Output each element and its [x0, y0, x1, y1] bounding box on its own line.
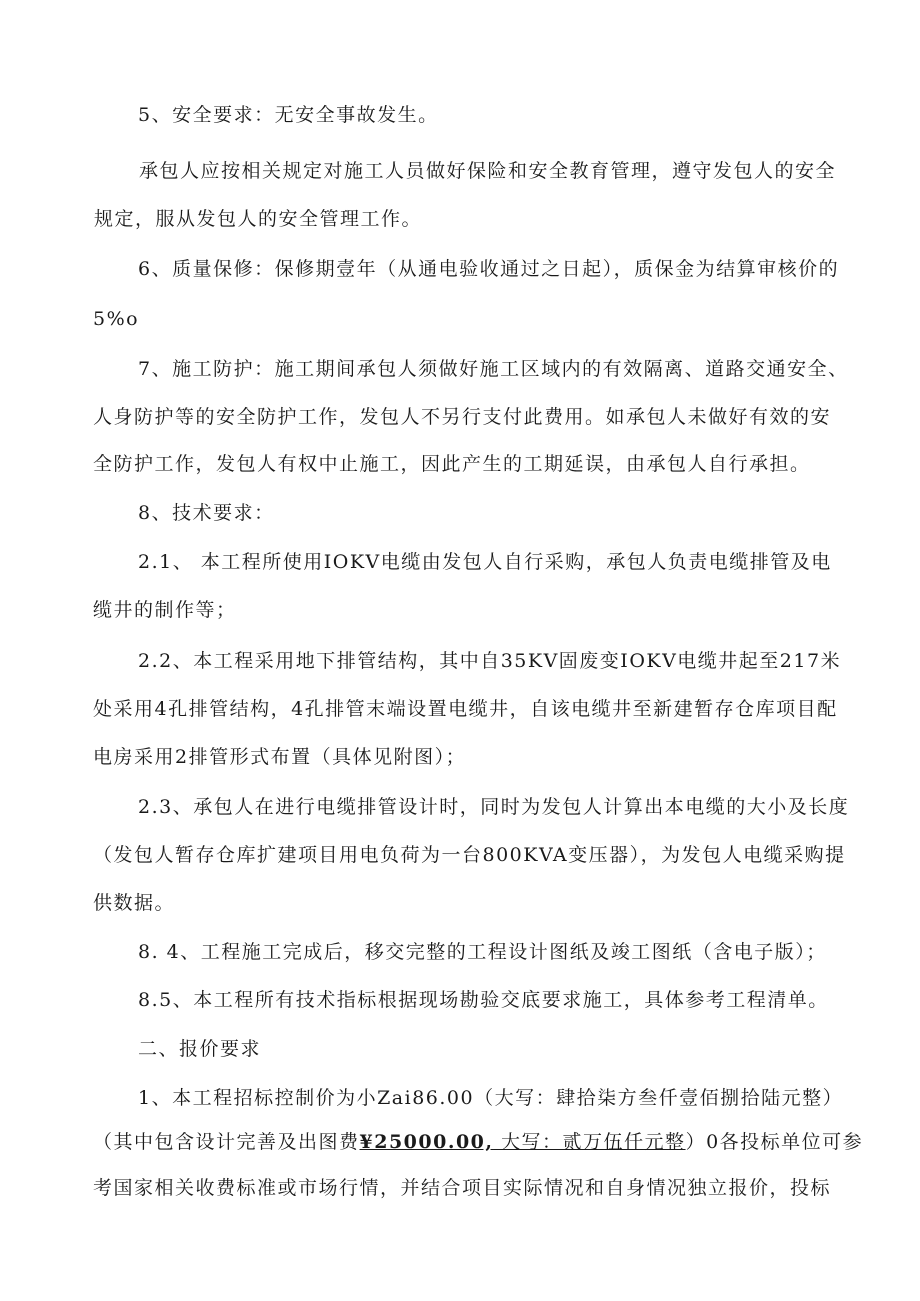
text-line: （发包人暂存仓库扩建项目用电负荷为一台800KVA变压器），为发包人电缆采购提 [93, 844, 846, 866]
text-line: 2.2、本工程采用地下排管结构，其中自35KV固废变IOKV电缆井起至217米 [138, 650, 842, 672]
text-line-with-amount [93, 1129, 863, 1155]
text-line: 承包人应按相关规定对施工人员做好保险和安全教育管理，遵守发包人的安全 [139, 160, 837, 182]
text-line: 5%o [93, 308, 140, 330]
text-line: 缆井的制作等； [93, 599, 237, 621]
text-line: 2.1、 本工程所使用IOKV电缆由发包人自行采购，承包人负责电缆排管及电 [138, 551, 832, 573]
text-line: 2.3、承包人在进行电缆排管设计时，同时为发包人计算出本电缆的大小及长度 [138, 796, 850, 818]
text-segment: （其中包含设计完善及出图费 [93, 1131, 360, 1153]
text-line: 考国家相关收费标准或市场行情，并结合项目实际情况和自身情况独立报价，投标 [93, 1177, 832, 1199]
text-line: 供数据。 [93, 892, 176, 914]
text-line: 5、安全要求：无安全事故发生。 [138, 104, 439, 126]
text-line: 8、技术要求： [138, 502, 275, 524]
section-heading: 二、报价要求 [138, 1038, 262, 1060]
text-line: 1、本工程招标控制价为小Zai86.00（大写：肆拾柒方叁仟壹佰捌拾陆元整） [138, 1087, 844, 1109]
text-line: 6、质量保修：保修期壹年（从通电验收通过之日起），质保金为结算审核价的 [138, 258, 840, 280]
design-fee-amount: ¥25000.00, [359, 1131, 494, 1153]
text-line: 人身防护等的安全防护工作，发包人不另行支付此费用。如承包人未做好有效的安 [93, 406, 832, 428]
text-line: 8. 4、工程施工完成后，移交完整的工程设计图纸及竣工图纸（含电子版）； [138, 941, 827, 963]
text-line: 7、施工防护：施工期间承包人须做好施工区域内的有效隔离、道路交通安全、 [138, 358, 849, 380]
design-fee-words: 大写：贰万伍仟元整 [493, 1131, 686, 1153]
text-line: 处采用4孔排管结构，4孔排管末端设置电缆井，自该电缆井至新建暂存仓库项目配 [93, 698, 838, 720]
text-segment: ）0各投标单位可参 [685, 1131, 864, 1153]
text-line: 8.5、本工程所有技术指标根据现场勘验交底要求施工，具体参考工程清单。 [138, 989, 829, 1011]
text-line: 电房采用2排管形式布置（具体见附图）； [93, 746, 467, 768]
text-line: 全防护工作，发包人有权中止施工，因此产生的工期延误，由承包人自行承担。 [93, 453, 811, 475]
text-line: 规定，服从发包人的安全管理工作。 [94, 208, 423, 230]
